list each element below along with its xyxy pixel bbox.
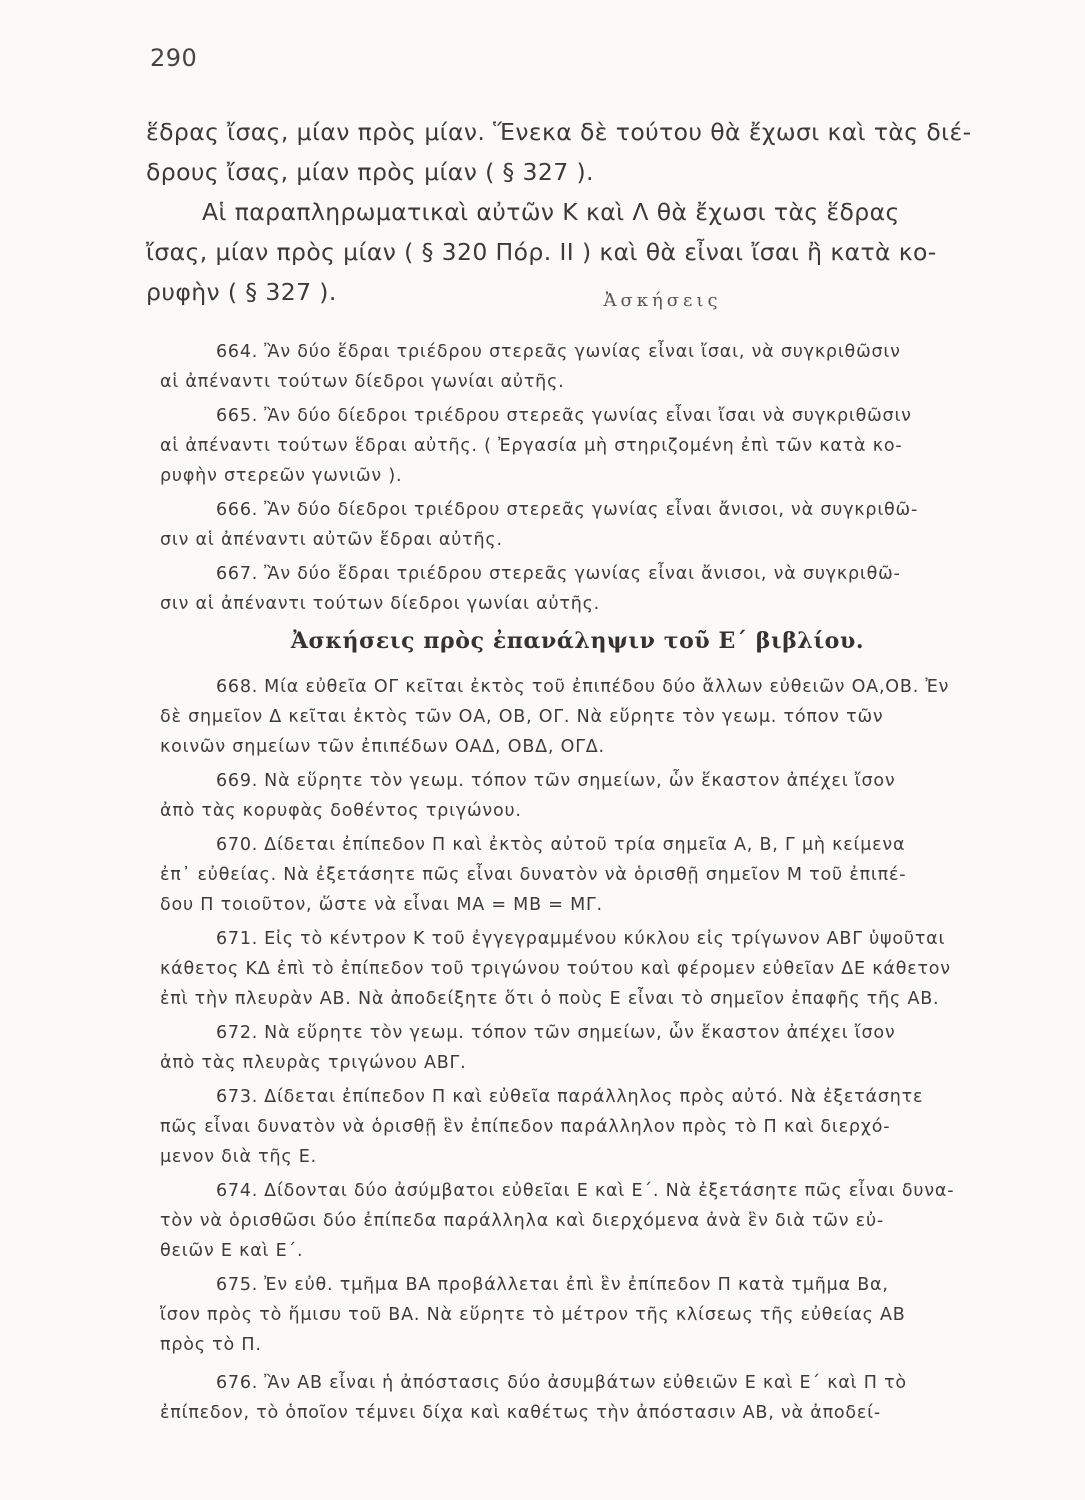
exercise-item bbox=[160, 830, 1020, 920]
exercise-line: ἐπ᾽ εὐθείας. Νὰ ἐξετάσητε πῶς εἶναι δυνατὸν νὰ ὁρισθῇ σημεῖον Μ τοῦ ἐπιπέ- bbox=[160, 865, 907, 885]
exercise-line bbox=[160, 1018, 1020, 1048]
exercise-line: ἐπίπεδον, τὸ ὁποῖον τέμνει δίχα καὶ καθέτως τὴν ἀπόστασιν ΑΒ, νὰ ἀποδεί- bbox=[160, 1403, 882, 1423]
exercise-number: 664. bbox=[216, 342, 259, 362]
exercise-text: Δίδεται ἐπίπεδον Π καὶ εὐθεῖα παράλληλος πρὸς αὐτό. Νὰ ἐξετάσητε bbox=[264, 1087, 924, 1107]
exercise-number: 671. bbox=[216, 929, 259, 949]
exercise-text: Νὰ εὕρητε τὸν γεωμ. τόπον τῶν σημείων, ὧν ἕκαστον ἀπέχει ἴσον bbox=[264, 771, 896, 791]
exercise-item bbox=[160, 1082, 1020, 1172]
exercise-number: 673. bbox=[216, 1087, 259, 1107]
exercise-line: πῶς εἶναι δυνατὸν νὰ ὁρισθῇ ἓν ἐπίπεδον παράλληλον πρὸς τὸ Π καὶ διερχό- bbox=[160, 1117, 891, 1137]
exercise-item bbox=[160, 672, 1020, 762]
exercise-item bbox=[160, 766, 1020, 826]
exercise-line: κάθετος ΚΔ ἐπὶ τὸ ἐπίπεδον τοῦ τριγώνου τούτου καὶ φέρομεν εὐθεῖαν ΔΕ κάθετον bbox=[160, 959, 951, 979]
exercise-text: Εἰς τὸ κέντρον Κ τοῦ ἐγγεγραμμένου κύκλου εἰς τρίγωνον ΑΒΓ ὑψοῦται bbox=[264, 929, 946, 949]
exercise-item bbox=[160, 559, 1020, 619]
exercise-text: Ἂν δύο ἕδραι τριέδρου στερεᾶς γωνίας εἶναι ἴσαι, νὰ συγκριθῶσιν bbox=[264, 342, 901, 362]
exercise-item bbox=[160, 1368, 1020, 1428]
exercise-number: 672. bbox=[216, 1023, 259, 1043]
exercise-line: ρυφὴν στερεῶν γωνιῶν ). bbox=[160, 466, 403, 486]
text-line: δρους ἴσας, μίαν πρὸς μίαν ( § 327 ). bbox=[146, 158, 594, 186]
exercise-line: αἱ ἀπέναντι τούτων δίεδροι γωνίαι αὐτῆς. bbox=[160, 372, 565, 392]
exercise-item bbox=[160, 924, 1020, 1014]
exercise-item bbox=[160, 1176, 1020, 1266]
exercise-line bbox=[160, 337, 1020, 367]
text-line: Αἱ παραπληρωματικαὶ αὐτῶν Κ καὶ Λ θὰ ἔχωσι τὰς ἕδρας bbox=[202, 198, 900, 226]
exercise-line: δὲ σημεῖον Δ κεῖται ἐκτὸς τῶν ΟΑ, ΟΒ, ΟΓ. Νὰ εὕρητε τὸν γεωμ. τόπον τῶν bbox=[160, 707, 884, 727]
exercise-line: ἴσον πρὸς τὸ ἥμισυ τοῦ ΒΑ. Νὰ εὕρητε τὸ μέτρον τῆς κλίσεως τῆς εὐθείας ΑΒ bbox=[160, 1305, 906, 1325]
exercise-line: αἱ ἀπέναντι τούτων ἕδραι αὐτῆς. ( Ἐργασία μὴ στηριζομένη ἐπὶ τῶν κατὰ κο- bbox=[160, 436, 903, 456]
text-line: ἕδρας ἴσας, μίαν πρὸς μίαν. Ἕνεκα δὲ τούτου θὰ ἔχωσι καὶ τὰς διέ- bbox=[146, 118, 972, 146]
exercise-item bbox=[160, 337, 1020, 397]
exercise-text: Μία εὐθεῖα ΟΓ κεῖται ἐκτὸς τοῦ ἐπιπέδου δύο ἄλλων εὐθειῶν ΟΑ,ΟΒ. Ἐν bbox=[264, 677, 950, 697]
exercise-number: 676. bbox=[216, 1373, 259, 1393]
exercise-line bbox=[160, 559, 1020, 589]
exercise-number: 665. bbox=[216, 406, 259, 426]
exercise-item bbox=[160, 401, 1020, 491]
exercise-line: τὸν νὰ ὁρισθῶσι δύο ἐπίπεδα παράλληλα καὶ διερχόμενα ἀνὰ ἓν διὰ τῶν εὐ- bbox=[160, 1211, 884, 1231]
exercise-text: Δίδεται ἐπίπεδον Π καὶ ἐκτὸς αὐτοῦ τρία σημεῖα Α, Β, Γ μὴ κείμενα bbox=[264, 835, 906, 855]
exercise-text: Ἂν ΑΒ εἶναι ἡ ἀπόστασις δύο ἀσυμβάτων εὐθειῶν Ε καὶ Ε΄ καὶ Π τὸ bbox=[264, 1373, 907, 1393]
exercise-line bbox=[160, 924, 1020, 954]
exercise-line: πρὸς τὸ Π. bbox=[160, 1335, 262, 1355]
exercise-text: Ἂν δύο ἕδραι τριέδρου στερεᾶς γωνίας εἶναι ἄνισοι, νὰ συγκριθῶ- bbox=[264, 564, 901, 584]
text-line: ρυφὴν ( § 327 ). bbox=[146, 278, 337, 306]
page-number: 290 bbox=[150, 44, 198, 72]
exercise-line bbox=[160, 766, 1020, 796]
intro-paragraph bbox=[146, 112, 1026, 312]
exercise-list-b bbox=[160, 672, 1020, 1428]
exercise-number: 667. bbox=[216, 564, 259, 584]
exercise-line: σιν αἱ ἀπέναντι αὐτῶν ἕδραι αὐτῆς. bbox=[160, 530, 503, 550]
exercise-item bbox=[160, 1018, 1020, 1078]
exercise-line: σιν αἱ ἀπέναντι τούτων δίεδροι γωνίαι αὐτῆς. bbox=[160, 594, 601, 614]
exercise-line bbox=[160, 830, 1020, 860]
exercise-line: μενον διὰ τῆς Ε. bbox=[160, 1147, 318, 1167]
exercise-line bbox=[160, 1368, 1020, 1398]
exercise-line: δου Π τοιοῦτον, ὥστε νὰ εἶναι ΜΑ = ΜΒ = ΜΓ. bbox=[160, 895, 603, 915]
exercise-text: Ἐν εὐθ. τμῆμα ΒΑ προβάλλεται ἐπὶ ἓν ἐπίπεδον Π κατὰ τμῆμα Βα, bbox=[264, 1275, 889, 1295]
exercise-line: ἐπὶ τὴν πλευρὰν ΑΒ. Νὰ ἀποδείξητε ὅτι ὁ ποὺς Ε εἶναι τὸ σημεῖον ἐπαφῆς τῆς ΑΒ. bbox=[160, 989, 940, 1009]
exercise-line: θειῶν Ε καὶ Ε΄. bbox=[160, 1241, 304, 1261]
exercise-number: 674. bbox=[216, 1181, 259, 1201]
exercise-line bbox=[160, 495, 1020, 525]
exercise-item bbox=[160, 495, 1020, 555]
exercise-line: ἀπὸ τὰς κορυφὰς δοθέντος τριγώνου. bbox=[160, 801, 522, 821]
exercise-text: Δίδονται δύο ἀσύμβατοι εὐθεῖαι Ε καὶ Ε΄. Νὰ ἐξετάσητε πῶς εἶναι δυνα- bbox=[264, 1181, 955, 1201]
exercise-line bbox=[160, 1082, 1020, 1112]
exercise-number: 666. bbox=[216, 500, 259, 520]
exercise-line bbox=[160, 401, 1020, 431]
exercise-number: 668. bbox=[216, 677, 259, 697]
exercise-text: Ἂν δύο δίεδροι τριέδρου στερεᾶς γωνίας εἶναι ἄνισοι, νὰ συγκριθῶ- bbox=[264, 500, 919, 520]
exercise-line: ἀπὸ τὰς πλευρὰς τριγώνου ΑΒΓ. bbox=[160, 1053, 467, 1073]
section-heading-review: Ἀσκήσεις πρὸς ἐπανάληψιν τοῦ Ε΄ βιβλίου. bbox=[290, 628, 865, 654]
exercise-item bbox=[160, 1270, 1020, 1360]
exercise-line bbox=[160, 1270, 1020, 1300]
exercise-line bbox=[160, 1176, 1020, 1206]
section-heading-exercises: Ἀσκήσεις bbox=[603, 290, 722, 311]
text-line: ἴσας, μίαν πρὸς μίαν ( § 320 Πόρ. ΙΙ ) καὶ θὰ εἶναι ἴσαι ἢ κατὰ κο- bbox=[146, 238, 937, 266]
exercise-number: 670. bbox=[216, 835, 259, 855]
exercise-number: 669. bbox=[216, 771, 259, 791]
exercise-text: Νὰ εὕρητε τὸν γεωμ. τόπον τῶν σημείων, ὧν ἕκαστον ἀπέχει ἴσον bbox=[264, 1023, 896, 1043]
exercise-list-a bbox=[160, 337, 1020, 619]
exercise-number: 675. bbox=[216, 1275, 259, 1295]
exercise-line: κοινῶν σημείων τῶν ἐπιπέδων ΟΑΔ, ΟΒΔ, ΟΓΔ. bbox=[160, 737, 605, 757]
exercise-line bbox=[160, 672, 1020, 702]
exercise-text: Ἂν δύο δίεδροι τριέδρου στερεᾶς γωνίας εἶναι ἴσαι νὰ συγκριθῶσιν bbox=[264, 406, 912, 426]
